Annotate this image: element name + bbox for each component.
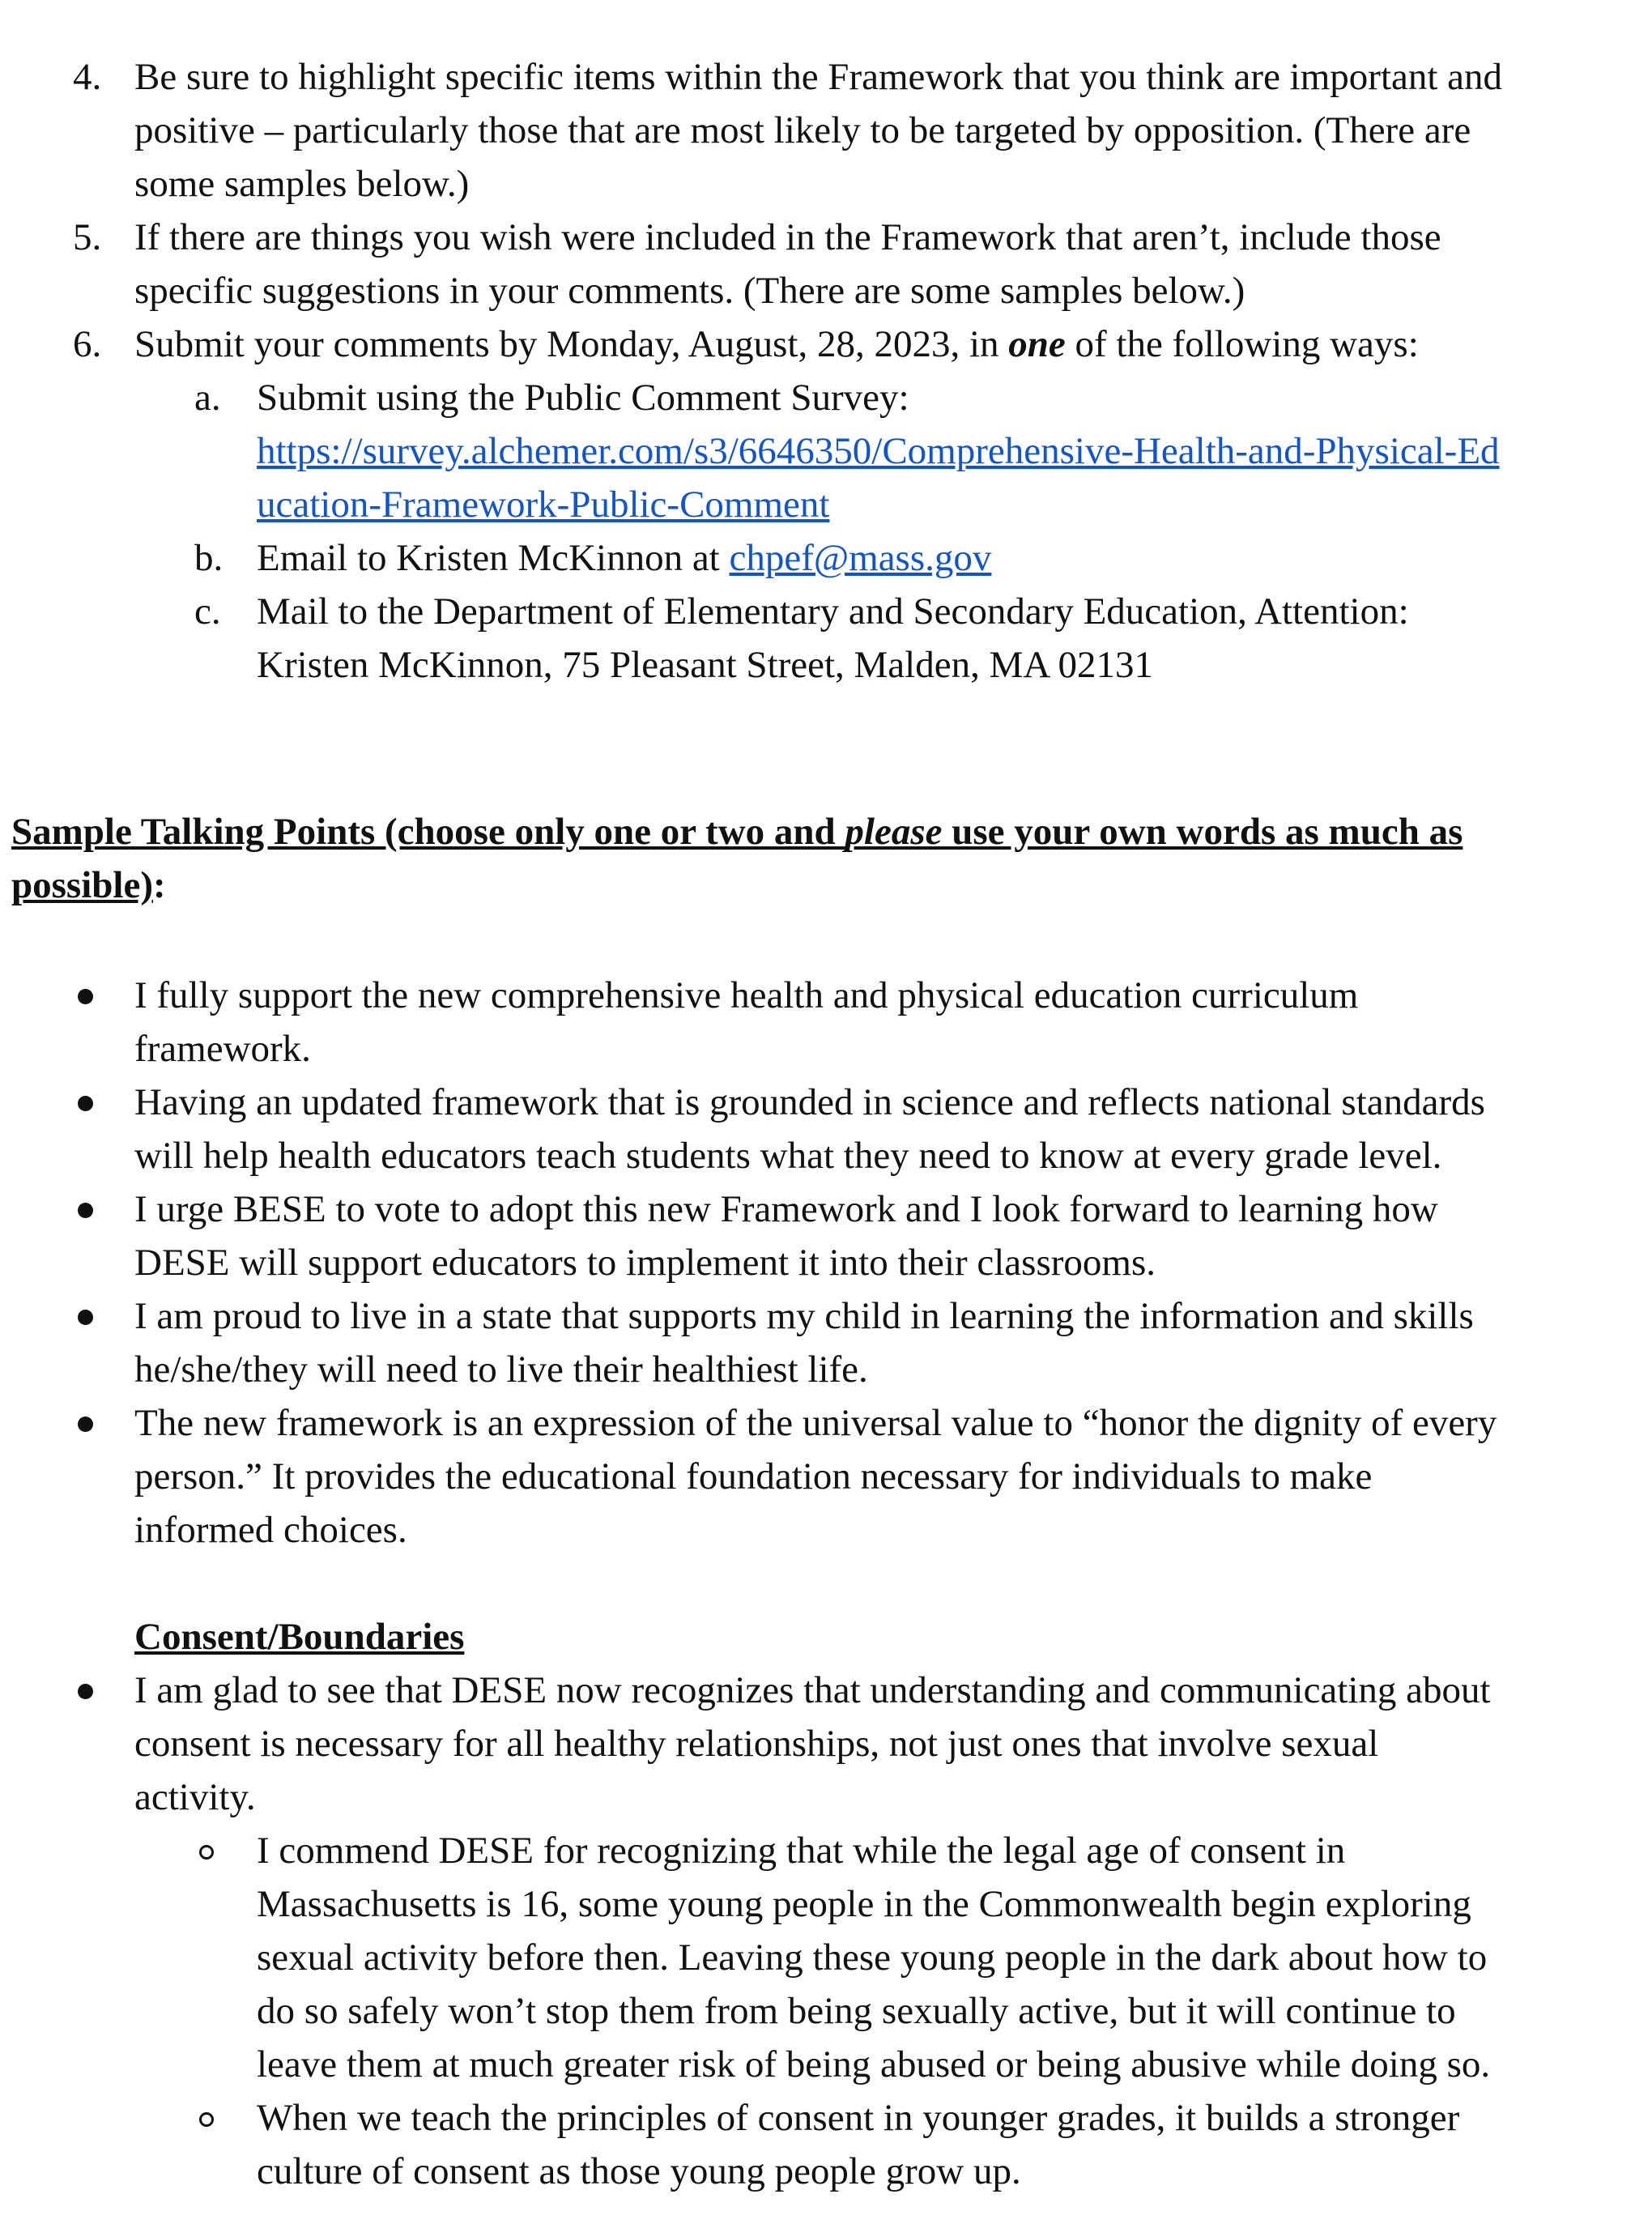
- bullet-text: I fully support the new comprehensive health and physical education curriculum: [134, 974, 1359, 1016]
- list-item-text: positive – particularly those that are most likely to be targeted by opposition. (There are: [134, 109, 1471, 151]
- list-item-text: specific suggestions in your comments. (There are some samples below.): [134, 270, 1245, 312]
- sub-list-letter: c.: [194, 590, 221, 633]
- list-item-text: If there are things you wish were included in the Framework that aren’t, include those: [134, 216, 1441, 258]
- sub-list-text: Kristen McKinnon, 75 Pleasant Street, Malden, MA 02131: [257, 644, 1153, 686]
- bullet-text: DESE will support educators to implement it into their classrooms.: [134, 1242, 1156, 1284]
- bullet-text: The new framework is an expression of the universal value to “honor the dignity of every: [134, 1402, 1497, 1444]
- sub-list-text: Mail to the Department of Elementary and Secondary Education, Attention:: [257, 590, 1409, 633]
- bullet-icon: [78, 1417, 93, 1432]
- bullet-text: consent is necessary for all healthy relationships, not just ones that involve sexual: [134, 1723, 1379, 1765]
- sub-list-letter: b.: [194, 537, 224, 579]
- bullet-text: informed choices.: [134, 1509, 407, 1551]
- list-item-text: some samples below.): [134, 163, 470, 205]
- bullet-text: I urge BESE to vote to adopt this new Framework and I look forward to learning how: [134, 1188, 1438, 1230]
- bullet-text: Having an updated framework that is grounded in science and reflects national standards: [134, 1081, 1485, 1123]
- bullet-text: will help health educators teach students what they need to know at every grade level.: [134, 1135, 1442, 1177]
- email-link[interactable]: chpef@mass.gov: [729, 537, 992, 579]
- bullet-text: I am proud to live in a state that supports my child in learning the information and skills: [134, 1295, 1474, 1337]
- sub-bullet-icon: [199, 1845, 214, 1860]
- sub-bullet-text: Massachusetts is 16, some young people in the Commonwealth begin exploring: [257, 1883, 1471, 1925]
- sub-bullet-text: leave them at much greater risk of being abused or being abusive while doing so.: [257, 2043, 1491, 2086]
- section-heading: Sample Talking Points (choose only one or two and please use your own words as much as: [11, 811, 1463, 853]
- bullet-icon: [78, 1684, 93, 1699]
- bullet-icon: [78, 1310, 93, 1325]
- survey-link[interactable]: https://survey.alchemer.com/s3/6646350/Comprehensive-Health-and-Physical-Ed: [257, 430, 1500, 472]
- bullet-text: framework.: [134, 1028, 311, 1070]
- survey-link-continued[interactable]: ucation-Framework-Public-Comment: [257, 484, 830, 526]
- list-number: 4.: [73, 56, 102, 98]
- sub-list-text: Submit using the Public Comment Survey:: [257, 377, 909, 419]
- list-item-text: Be sure to highlight specific items within the Framework that you think are important and: [134, 56, 1503, 98]
- bullet-text: I am glad to see that DESE now recognizes that understanding and communicating about: [134, 1669, 1491, 1711]
- bullet-icon: [78, 1096, 93, 1111]
- bullet-text: he/she/they will need to live their healthiest life.: [134, 1348, 868, 1391]
- subsection-heading: Consent/Boundaries: [134, 1616, 465, 1658]
- list-number: 5.: [73, 216, 102, 258]
- sub-list-text: Email to Kristen McKinnon at chpef@mass.gov: [257, 537, 992, 579]
- sub-bullet-text: When we teach the principles of consent in younger grades, it builds a stronger: [257, 2097, 1460, 2139]
- bullet-text: activity.: [134, 1776, 256, 1818]
- bullet-text: person.” It provides the educational foundation necessary for individuals to make: [134, 1455, 1373, 1498]
- list-item-text: Submit your comments by Monday, August, 28, 2023, in one of the following ways:: [134, 323, 1419, 365]
- sub-bullet-text: culture of consent as those young people grow up.: [257, 2150, 1021, 2192]
- sub-bullet-text: sexual activity before then. Leaving these young people in the dark about how to: [257, 1936, 1488, 1979]
- sub-list-letter: a.: [194, 377, 221, 419]
- sub-bullet-text: do so safely won’t stop them from being sexually active, but it will continue to: [257, 1990, 1456, 2032]
- bullet-icon: [78, 989, 93, 1004]
- list-number: 6.: [73, 323, 102, 365]
- bullet-icon: [78, 1203, 93, 1218]
- sub-bullet-text: I commend DESE for recognizing that while the legal age of consent in: [257, 1830, 1346, 1872]
- section-heading-continued: possible):: [11, 864, 166, 906]
- sub-bullet-icon: [199, 2112, 214, 2127]
